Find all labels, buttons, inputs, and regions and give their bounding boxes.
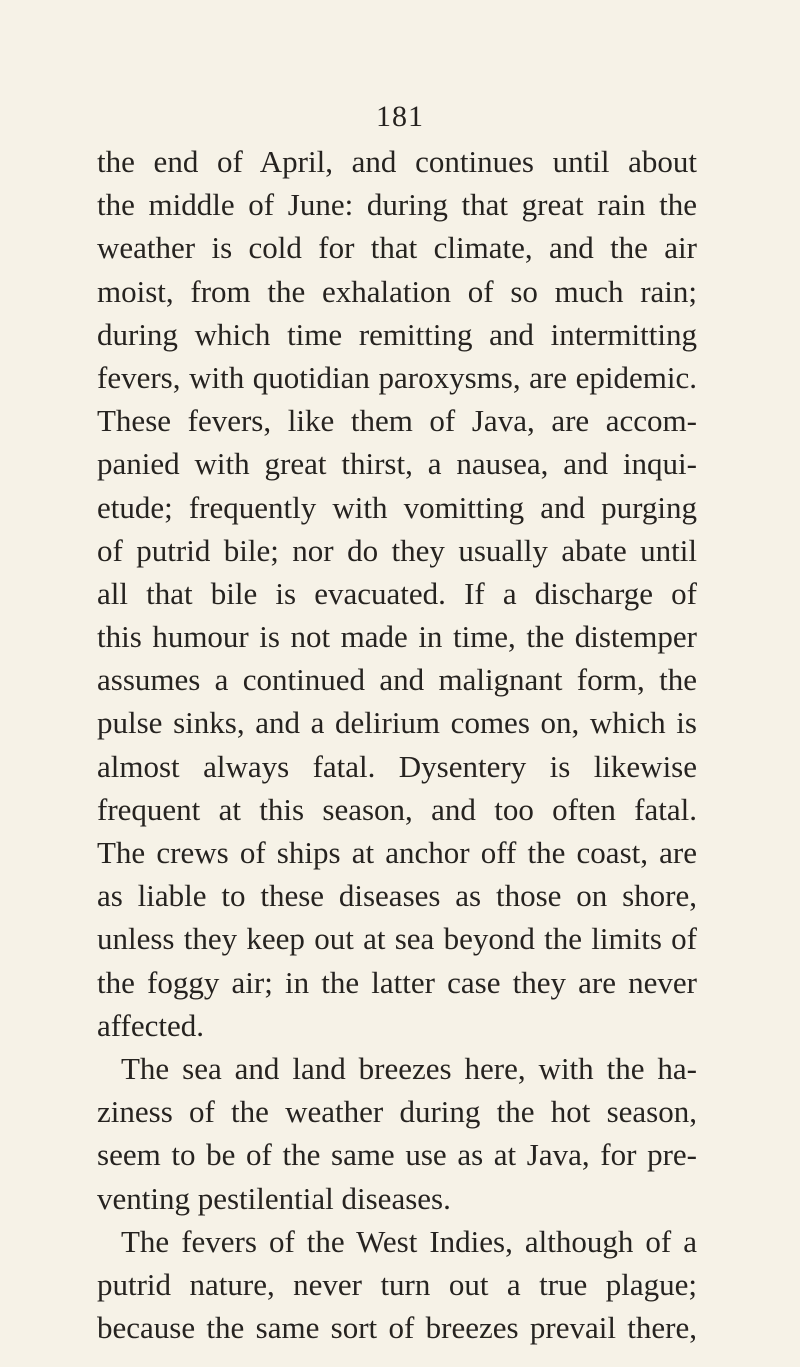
text-line: the foggy air; in the latter case they are never <box>97 964 697 1000</box>
text-line: almost always fatal. Dysentery is likewise <box>97 748 697 784</box>
text-line: of putrid bile; nor do they usually abate until <box>97 532 697 568</box>
text-line: the end of April, and continues until about <box>97 144 697 179</box>
text-line: venting pestilential diseases. <box>97 1180 451 1216</box>
body-text <box>97 140 697 1349</box>
text-line: during which time remitting and intermitting <box>97 316 697 352</box>
page-number: 181 <box>376 100 424 133</box>
text-line: etude; frequently with vomitting and purging <box>97 489 697 525</box>
text-line: this humour is not made in time, the distemper <box>97 619 697 655</box>
text-line: The sea and land breezes here, with the ha- <box>121 1050 697 1086</box>
text-line: unless they keep out at sea beyond the limits of <box>97 921 697 957</box>
text-line: ziness of the weather during the hot season, <box>97 1094 697 1130</box>
text-line: all that bile is evacuated. If a discharge of <box>97 575 697 611</box>
text-line: The fevers of the West Indies, although of a <box>121 1223 697 1259</box>
text-line: pulse sinks, and a delirium comes on, which is <box>97 705 697 741</box>
text-line: seem to be of the same use as at Java, for pre- <box>97 1137 697 1173</box>
text-line: weather is cold for that climate, and the air <box>97 230 697 266</box>
text-line: affected. <box>97 1007 204 1043</box>
text-line: panied with great thirst, a nausea, and inqui- <box>97 446 697 482</box>
text-line: The crews of ships at anchor off the coast, are <box>97 835 697 870</box>
text-line: putrid nature, never turn out a true plague; <box>97 1266 697 1302</box>
text-line: These fevers, like them of Java, are accom- <box>97 403 697 439</box>
text-line: fevers, with quotidian paroxysms, are epidemic. <box>97 359 697 395</box>
text-line: frequent at this season, and too often fatal. <box>97 791 697 827</box>
text-line: assumes a continued and malignant form, the <box>97 662 697 698</box>
text-line: the middle of June: during that great rain the <box>97 187 697 223</box>
text-line: moist, from the exhalation of so much rain; <box>97 273 697 309</box>
text-line: as liable to these diseases as those on shore, <box>97 878 697 914</box>
text-line: because the same sort of breezes prevail there, <box>97 1310 697 1346</box>
